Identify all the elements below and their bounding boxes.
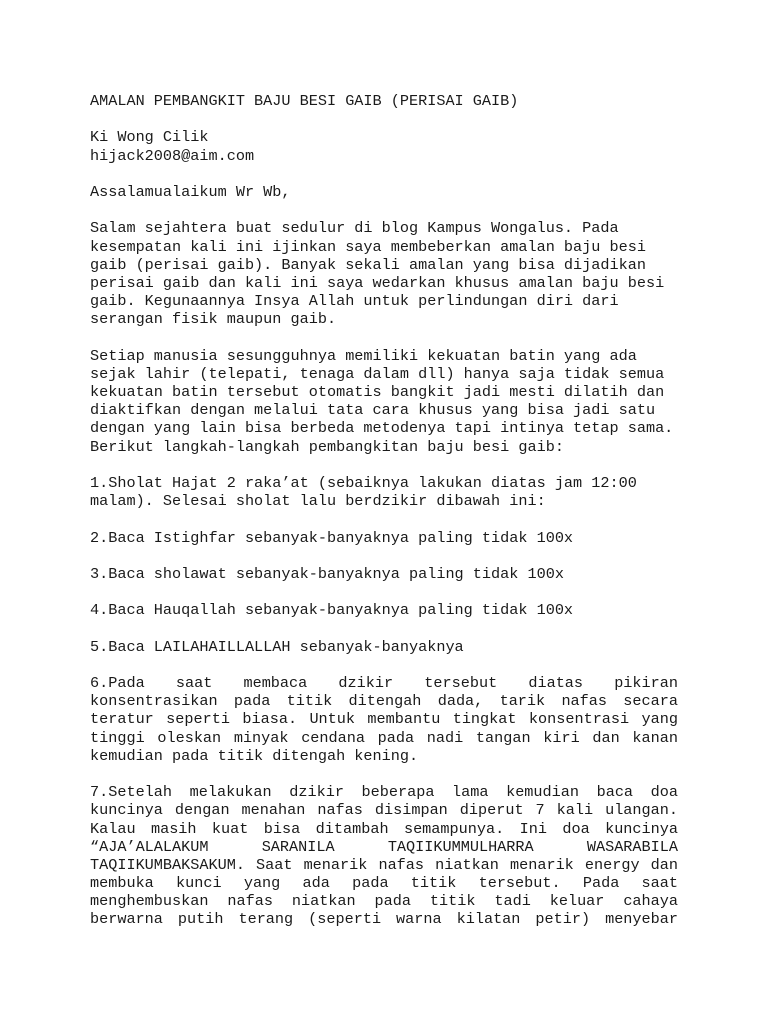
step-line: konsentrasikan pada titik ditengah dada, tarik nafas secara bbox=[90, 692, 678, 711]
step-line: 7.Setelah melakukan dzikir beberapa lama kemudian baca doa bbox=[90, 783, 678, 802]
paragraph-intro bbox=[90, 219, 678, 328]
paragraph-line: gaib (perisai gaib). Banyak sekali amalan yang bisa dijadikan bbox=[90, 255, 646, 274]
spacer bbox=[90, 765, 678, 783]
spacer bbox=[90, 328, 678, 346]
paragraph-line: Berikut langkah-langkah pembangkitan baju besi gaib: bbox=[90, 437, 564, 456]
spacer bbox=[90, 510, 678, 528]
paragraph-line: Setiap manusia sesungguhnya memiliki kekuatan batin yang ada bbox=[90, 346, 637, 365]
spacer bbox=[90, 656, 678, 674]
step-line: 6.Pada saat membaca dzikir tersebut diatas pikiran bbox=[90, 674, 678, 692]
spacer bbox=[90, 456, 678, 474]
spacer bbox=[90, 547, 678, 565]
step-line: kemudian pada titik ditengah kening. bbox=[90, 746, 419, 765]
step-line: kuncinya dengan menahan nafas disimpan diperut 7 kali ulangan. bbox=[90, 801, 678, 820]
document-page bbox=[90, 92, 678, 929]
step-3: 3.Baca sholawat sebanyak-banyaknya paling tidak 100x bbox=[90, 564, 564, 583]
paragraph-line: kesempatan kali ini ijinkan saya membeberkan amalan baju besi bbox=[90, 237, 646, 256]
author-email: hijack2008@aim.com bbox=[90, 146, 255, 165]
step-4: 4.Baca Hauqallah sebanyak-banyaknya paling tidak 100x bbox=[90, 601, 574, 620]
step-line: malam). Selesai sholat lalu berdzikir dibawah ini: bbox=[90, 492, 546, 511]
spacer bbox=[90, 110, 678, 128]
paragraph-explanation bbox=[90, 347, 678, 456]
step-7 bbox=[90, 783, 678, 929]
greeting: Assalamualaikum Wr Wb, bbox=[90, 182, 291, 201]
paragraph-line: kekuatan batin tersebut otomatis bangkit jadi mesti dilatih dan bbox=[90, 383, 665, 401]
step-2: 2.Baca Istighfar sebanyak-banyaknya paling tidak 100x bbox=[90, 528, 574, 547]
paragraph-line: serangan fisik maupun gaib. bbox=[90, 310, 337, 329]
spacer bbox=[90, 201, 678, 219]
step-1 bbox=[90, 474, 678, 510]
document-title: AMALAN PEMBANGKIT BAJU BESI GAIB (PERISAI GAIB) bbox=[90, 92, 519, 110]
paragraph-line: gaib. Kegunaannya Insya Allah untuk perlindungan diri dari bbox=[90, 292, 619, 311]
step-line: membuka kunci yang ada pada titik tersebut. Pada saat bbox=[90, 874, 678, 893]
spacer bbox=[90, 583, 678, 601]
step-6 bbox=[90, 674, 678, 765]
paragraph-line: perisai gaib dan kali ini saya wedarkan khusus amalan baju besi bbox=[90, 273, 665, 292]
paragraph-line: diaktifkan dengan melalui tata cara khusus yang bisa jadi satu bbox=[90, 401, 656, 420]
paragraph-line: Salam sejahtera buat sedulur di blog Kampus Wongalus. Pada bbox=[90, 219, 619, 238]
step-line: TAQIIKUMBAKSAKUM. Saat menarik nafas niatkan menarik energy dan bbox=[90, 855, 678, 874]
author-name: Ki Wong Cilik bbox=[90, 128, 209, 147]
paragraph-line: sejak lahir (telepati, tenaga dalam dll) hanya saja tidak semua bbox=[90, 364, 665, 383]
paragraph-line: dengan yang lain bisa berbeda metodenya tapi intinya tetap sama. bbox=[90, 419, 674, 438]
step-line: Kalau masih kuat bisa ditambah semampunya. Ini doa kuncinya bbox=[90, 819, 678, 838]
step-line: menghembuskan nafas niatkan pada titik tadi keluar cahaya bbox=[90, 892, 678, 911]
step-line: teratur seperti biasa. Untuk membantu tingkat konsentrasi yang bbox=[90, 710, 678, 729]
step-line: tinggi oleskan minyak cendana pada nadi tangan kiri dan kanan bbox=[90, 728, 678, 747]
step-line: 1.Sholat Hajat 2 raka’at (sebaiknya lakukan diatas jam 12:00 bbox=[90, 473, 637, 492]
step-line: berwarna putih terang (seperti warna kilatan petir) menyebar bbox=[90, 910, 678, 929]
step-5: 5.Baca LAILAHAILLALLAH sebanyak-banyaknya bbox=[90, 637, 464, 656]
spacer bbox=[90, 165, 678, 183]
spacer bbox=[90, 619, 678, 637]
step-line: “AJA’ALALAKUM SARANILA TAQIIKUMMULHARRA WASARABILA bbox=[90, 837, 678, 856]
